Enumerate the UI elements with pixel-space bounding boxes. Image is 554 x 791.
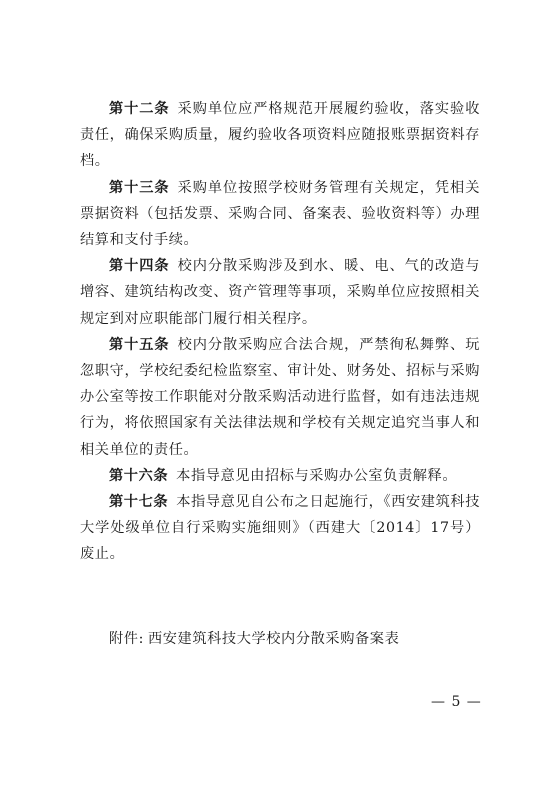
article-text: 采购单位应严格规范开展履约验收，落实验收责任，确保采购质量，履约验收各项资料应随报账票据资料存档。 — [80, 101, 480, 170]
page-number: — 5 — — [431, 694, 482, 710]
article-text: 本指导意见自公布之日起施行，《西安建筑科技大学处级单位自行采购实施细则》（西建大〔2014〕17号）废止。 — [80, 494, 480, 563]
attachment-label: 附件: — [109, 630, 144, 647]
article-16 — [80, 463, 480, 489]
article-number: 第十七条 — [109, 494, 169, 511]
article-number: 第十五条 — [109, 336, 170, 353]
attachment-line — [80, 626, 480, 652]
article-12 — [80, 96, 480, 175]
article-text: 本指导意见由招标与采购办公室负责解释。 — [176, 467, 458, 484]
article-number: 第十四条 — [109, 258, 170, 275]
article-number: 第十六条 — [109, 467, 169, 484]
article-13 — [80, 175, 480, 254]
article-text: 校内分散采购涉及到水、暖、电、气的改造与增容、建筑结构改变、资产管理等事项，采购单位应按照相关规定到对应职能部门履行相关程序。 — [80, 258, 480, 327]
article-15 — [80, 332, 480, 463]
article-number: 第十三条 — [109, 179, 170, 196]
article-number: 第十二条 — [109, 101, 170, 117]
article-text: 校内分散采购应合法合规，严禁徇私舞弊、玩忽职守，学校纪委纪检监察室、审计处、财务处、招标与采购办公室等按工作职能对分散采购活动进行监督，如有违法违规行为，将依照国家有关法律法规和学校有关规定追究当事人和相关单位的责任。 — [80, 336, 480, 458]
article-17 — [80, 489, 480, 568]
article-text: 采购单位按照学校财务管理有关规定，凭相关票据资料（包括发票、采购合同、备案表、验收资料等）办理结算和支付手续。 — [80, 179, 480, 249]
attachment-title: 西安建筑科技大学校内分散采购备案表 — [147, 630, 400, 647]
article-14 — [80, 253, 480, 332]
document-body — [80, 96, 480, 666]
